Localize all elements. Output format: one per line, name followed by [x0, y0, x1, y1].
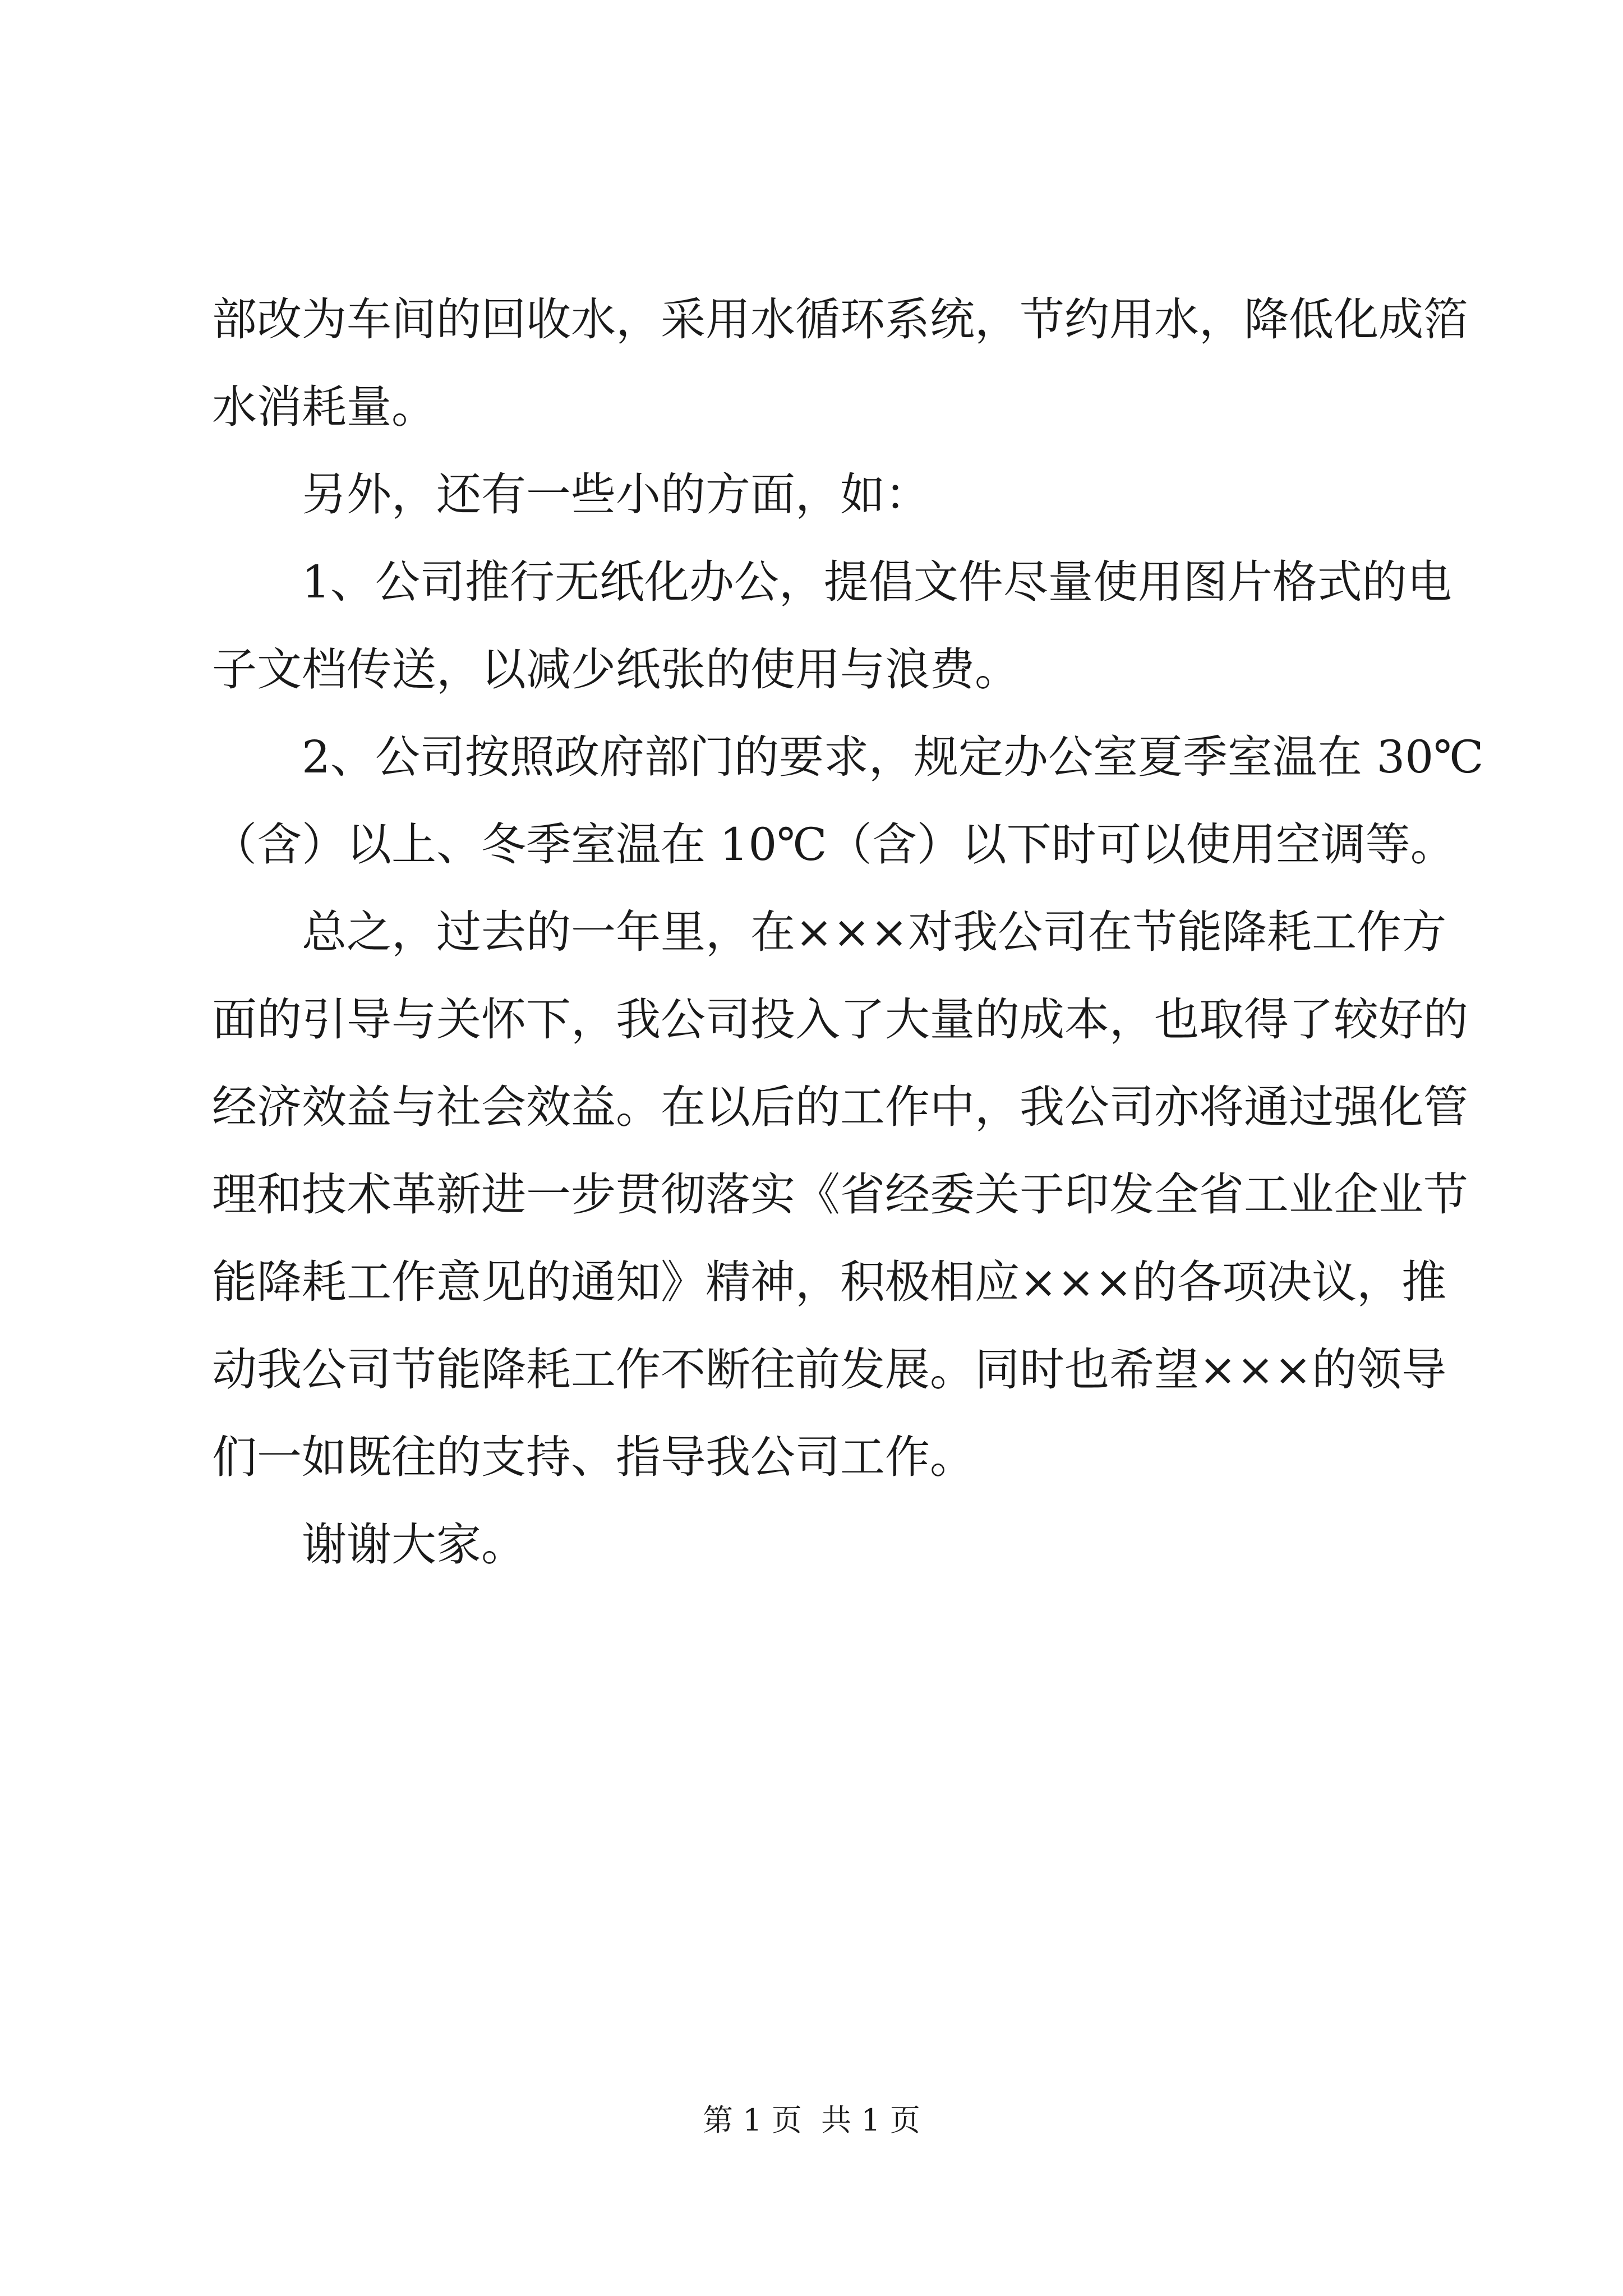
paragraph-line: 能降耗工作意见的通知》精神，积极相应×××的各项决议，推	[212, 1256, 1447, 1308]
paragraph-line: 谢谢大家。	[302, 1519, 526, 1571]
paragraph-line: 动我公司节能降耗工作不断往前发展。同时也希望×××的领导	[212, 1343, 1447, 1396]
paragraph-line: 2、公司按照政府部门的要求，规定办公室夏季室温在 30℃	[302, 731, 1484, 783]
document-body	[212, 276, 1484, 1589]
paragraph-line: 另外，还有一些小的方面，如：	[302, 468, 930, 521]
page-number-footer: 第 1 页 共 1 页	[703, 2102, 920, 2138]
paragraph-line: 总之，过去的一年里，在×××对我公司在节能降耗工作方	[302, 906, 1447, 958]
paragraph-line: 水消耗量。	[212, 381, 436, 433]
paragraph-line: 面的引导与关怀下，我公司投入了大量的成本，也取得了较好的	[212, 993, 1468, 1046]
paragraph-line: 1、公司推行无纸化办公，提倡文件尽量使用图片格式的电	[302, 556, 1452, 608]
paragraph-line: 经济效益与社会效益。在以后的工作中，我公司亦将通过强化管	[212, 1081, 1468, 1133]
paragraph-line: （含）以上、冬季室温在 10℃（含）以下时可以使用空调等。	[212, 818, 1455, 871]
paragraph-line: 部改为车间的回收水，采用水循环系统，节约用水，降低化成箔	[212, 293, 1468, 346]
paragraph-line: 子文档传送，以减少纸张的使用与浪费。	[212, 643, 1020, 696]
paragraph-line: 理和技术革新进一步贯彻落实《省经委关于印发全省工业企业节	[212, 1168, 1468, 1221]
paragraph-line: 们一如既往的支持、指导我公司工作。	[212, 1431, 975, 1483]
